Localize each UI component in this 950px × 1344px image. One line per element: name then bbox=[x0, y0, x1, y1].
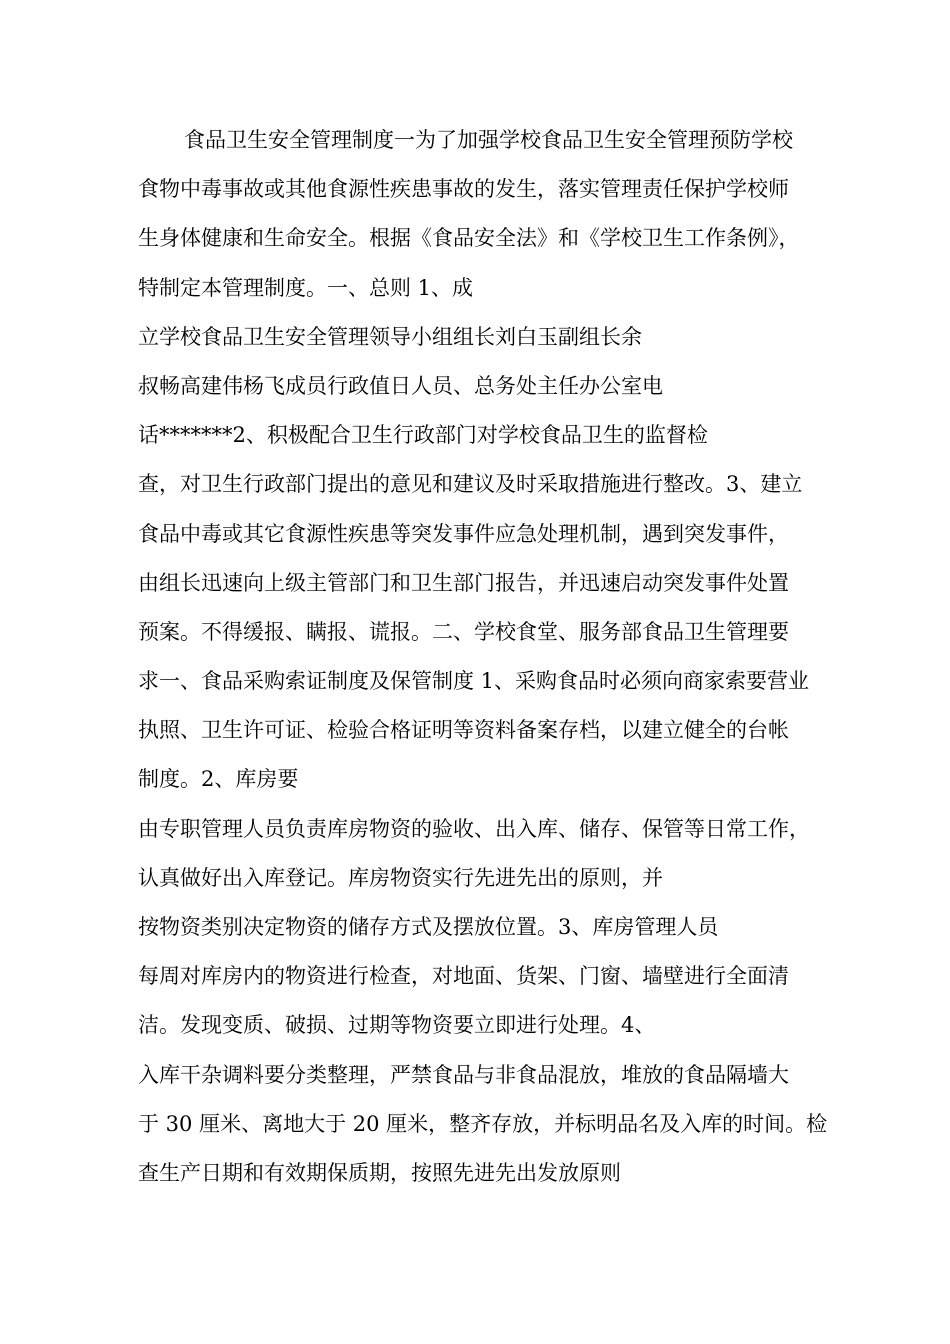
text-line: 于 30 厘米、离地大于 20 厘米，整齐存放，并标明品名及入库的时间。检 bbox=[138, 1111, 828, 1136]
text-line: 查生产日期和有效期保质期，按照先进先出发放原则 bbox=[138, 1160, 621, 1185]
text-line: 每周对库房内的物资进行检查，对地面、货架、门窗、墙壁进行全面清 bbox=[138, 964, 789, 989]
text-line: 由专职管理人员负责库房物资的验收、出入库、储存、保管等日常工作， bbox=[138, 816, 810, 841]
text-line: 制度。2、库房要 bbox=[138, 767, 299, 792]
text-line: 叔畅高建伟杨飞成员行政值日人员、总务处主任办公室电 bbox=[138, 373, 663, 398]
text-line: 由组长迅速向上级主管部门和卫生部门报告，并迅速启动突发事件处置 bbox=[138, 570, 789, 595]
text-line: 认真做好出入库登记。库房物资实行先进先出的原则，并 bbox=[138, 865, 663, 890]
text-line: 预案。不得缓报、瞒报、谎报。二、学校食堂、服务部食品卫生管理要 bbox=[138, 619, 789, 644]
document-body bbox=[138, 120, 838, 1202]
text-line: 入库干杂调料要分类整理，严禁食品与非食品混放，堆放的食品隔墙大 bbox=[138, 1062, 789, 1087]
text-line: 话*******2、积极配合卫生行政部门对学校食品卫生的监督检 bbox=[138, 423, 708, 448]
text-line: 食物中毒事故或其他食源性疾患事故的发生，落实管理责任保护学校师 bbox=[138, 177, 789, 202]
text-line: 特制定本管理制度。一、总则 1、成 bbox=[138, 275, 474, 300]
text-line: 查，对卫生行政部门提出的意见和建议及时采取措施进行整改。3、建立 bbox=[138, 472, 803, 497]
text-line: 立学校食品卫生安全管理领导小组组长刘白玉副组长余 bbox=[138, 324, 642, 349]
text-line: 食品卫生安全管理制度一为了加强学校食品卫生安全管理预防学校 bbox=[184, 128, 793, 152]
text-line: 食品中毒或其它食源性疾患等突发事件应急处理机制，遇到突发事件， bbox=[138, 521, 789, 546]
text-line: 生身体健康和生命安全。根据《食品安全法》和《学校卫生工作条例》， bbox=[138, 226, 800, 251]
text-line: 求一、食品采购索证制度及保管制度 1、采购食品时必须向商家索要营业 bbox=[138, 669, 810, 694]
text-line: 洁。发现变质、破损、过期等物资要立即进行处理。4、 bbox=[138, 1013, 656, 1038]
text-line: 按物资类别决定物资的储存方式及摆放位置。3、库房管理人员 bbox=[138, 915, 719, 939]
text-line: 执照、卫生许可证、检验合格证明等资料备案存档，以建立健全的台帐 bbox=[138, 718, 789, 743]
